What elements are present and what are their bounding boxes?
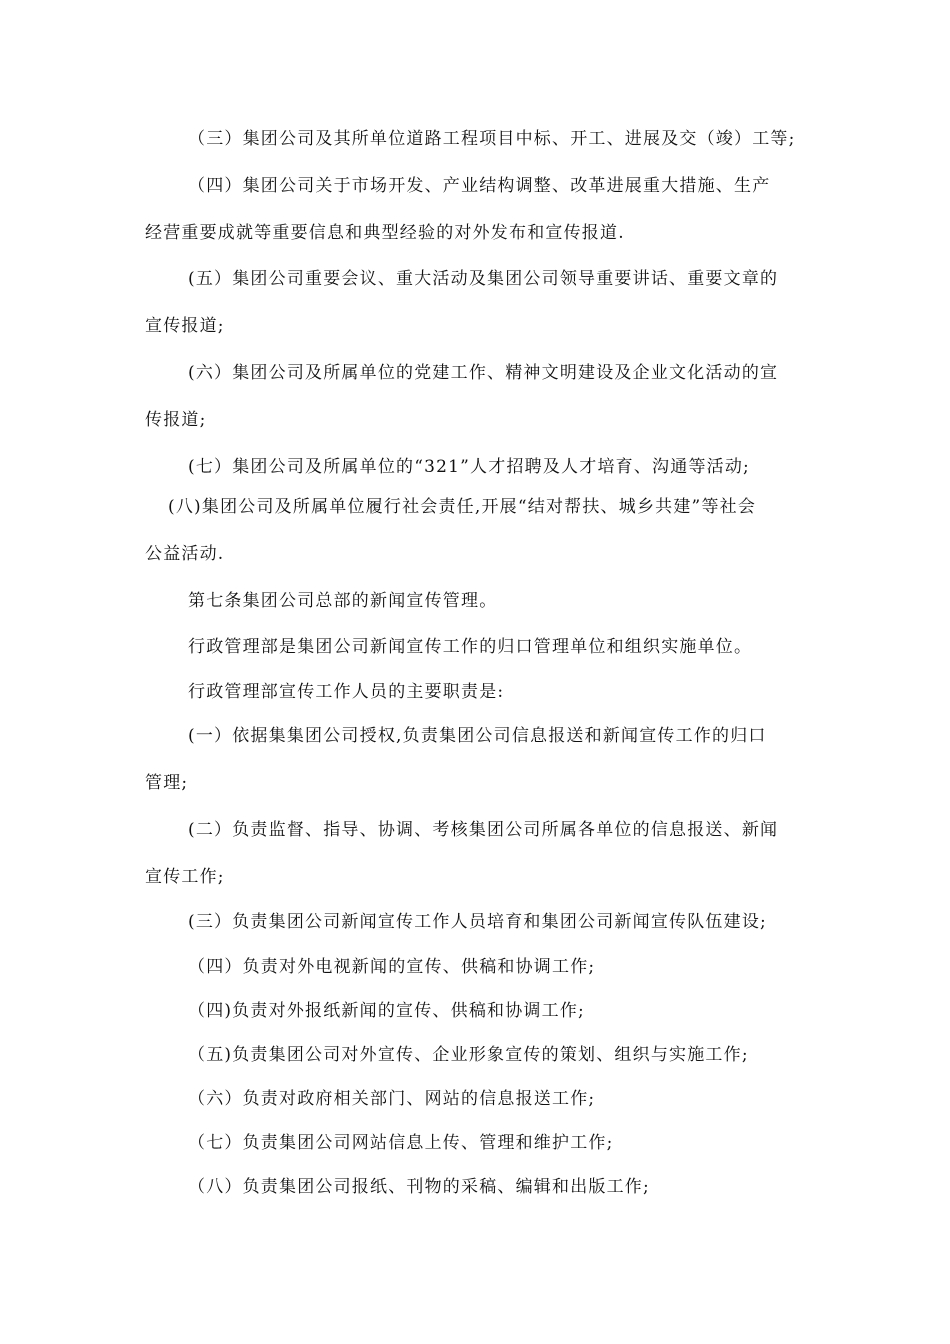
paragraph-line: 宣传报道; <box>145 316 225 336</box>
paragraph-line: （四）负责对外电视新闻的宣传、供稿和协调工作; <box>188 957 596 977</box>
paragraph-line: （七）负责集团公司网站信息上传、管理和维护工作; <box>188 1133 614 1153</box>
paragraph-line: （三）集团公司及其所单位道路工程项目中标、开工、进展及交（竣）工等; <box>188 129 796 149</box>
paragraph-line: (六）集团公司及所属单位的党建工作、精神文明建设及企业文化活动的宣 <box>188 363 779 383</box>
paragraph-line: 公益活动. <box>145 544 225 564</box>
paragraph-line: (五）集团公司重要会议、重大活动及集团公司领导重要讲话、重要文章的 <box>188 269 779 289</box>
paragraph-line: （六）负责对政府相关部门、网站的信息报送工作; <box>188 1089 596 1109</box>
paragraph-line: （五)负责集团公司对外宣传、企业形象宣传的策划、组织与实施工作; <box>188 1045 749 1065</box>
paragraph-line: (三）负责集团公司新闻宣传工作人员培育和集团公司新闻宣传队伍建设; <box>188 912 767 932</box>
paragraph-line: 行政管理部是集团公司新闻宣传工作的归口管理单位和组织实施单位。 <box>188 637 753 657</box>
paragraph-line: (二）负责监督、指导、协调、考核集团公司所属各单位的信息报送、新闻 <box>188 820 779 840</box>
paragraph-line: (八)集团公司及所属单位履行社会责任,开展“结对帮扶、城乡共建”等社会 <box>168 497 757 517</box>
article-heading: 第七条集团公司总部的新闻宣传管理。 <box>188 591 498 611</box>
paragraph-line: （四）集团公司关于市场开发、产业结构调整、改革进展重大措施、生产 <box>188 176 771 196</box>
paragraph-line: 宣传工作; <box>145 867 225 887</box>
paragraph-line: 行政管理部宣传工作人员的主要职责是: <box>188 682 505 702</box>
paragraph-line: （八）负责集团公司报纸、刊物的采稿、编辑和出版工作; <box>188 1177 650 1197</box>
paragraph-line: （四)负责对外报纸新闻的宣传、供稿和协调工作; <box>188 1001 585 1021</box>
paragraph-line: (七）集团公司及所属单位的“321”人才招聘及人才培育、沟通等活动; <box>188 457 750 477</box>
paragraph-line: 管理; <box>145 773 189 793</box>
paragraph-line: (一）依据集集团公司授权,负责集团公司信息报送和新闻宣传工作的归口 <box>188 726 767 746</box>
paragraph-line: 传报道; <box>145 410 207 430</box>
paragraph-line: 经营重要成就等重要信息和典型经验的对外发布和宣传报道. <box>145 223 625 243</box>
